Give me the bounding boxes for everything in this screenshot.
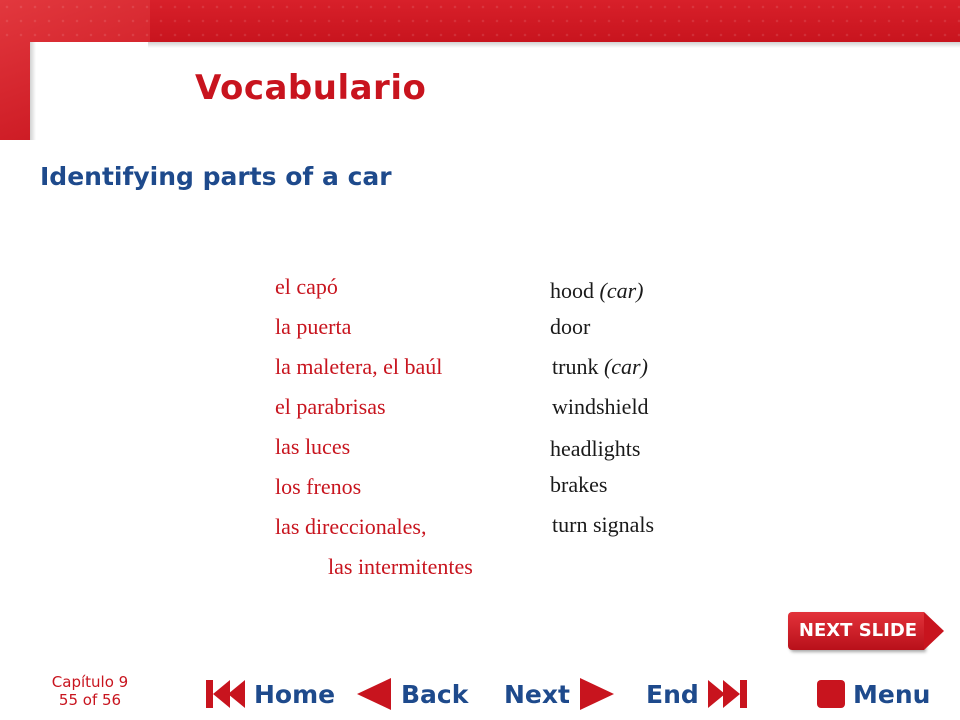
vocab-en-note: (car)	[603, 354, 648, 379]
home-button[interactable]	[204, 672, 341, 716]
vocab-en-windshield	[552, 396, 649, 418]
vocab-en-door	[550, 316, 590, 338]
vocab-en-trunk	[552, 356, 648, 378]
vocab-en-brakes	[550, 474, 607, 496]
header-banner-texture	[0, 0, 960, 42]
section-subtitle: Identifying parts of a car	[40, 162, 392, 191]
next-label: Next	[504, 679, 570, 709]
header-banner-shadow	[148, 42, 960, 48]
vocab-en-word: headlights	[550, 436, 641, 461]
next-slide-button[interactable]	[788, 612, 948, 652]
chapter-label: Capítulo 9	[51, 673, 129, 691]
forward-arrow-icon	[576, 676, 616, 712]
end-button[interactable]	[640, 672, 753, 716]
vocab-en-hood	[550, 280, 643, 302]
vocab-en-word: windshield	[552, 394, 649, 419]
vocab-en-word: door	[550, 314, 591, 339]
vocab-en-turn-signals	[552, 514, 654, 536]
next-slide-label: NEXT SLIDE	[798, 620, 918, 641]
chapter-indicator	[40, 673, 140, 709]
vocab-en-word: trunk	[552, 354, 599, 379]
vocab-en-note: (car)	[599, 278, 644, 303]
vocab-es-puerta: la puerta	[275, 314, 352, 339]
vocab-en-headlights	[550, 438, 640, 460]
page-counter: 55 of 56	[58, 691, 122, 709]
end-label: End	[646, 679, 699, 709]
home-label: Home	[254, 679, 336, 709]
vocab-es-frenos: los frenos	[275, 474, 362, 499]
back-arrow-icon	[355, 676, 395, 712]
vocab-es-intermitentes: las intermitentes	[328, 554, 473, 579]
vocab-es-parabrisas: el parabrisas	[275, 394, 386, 419]
fast-forward-to-end-icon	[705, 676, 753, 712]
vocab-en-word: hood	[550, 278, 594, 303]
vocab-en-word: turn signals	[552, 512, 655, 537]
vocab-es-maletera: la maletera, el baúl	[275, 354, 443, 379]
vocab-es-luces: las luces	[275, 434, 351, 459]
back-label: Back	[401, 679, 469, 709]
menu-square-icon	[815, 677, 847, 711]
menu-button[interactable]	[815, 672, 936, 716]
vocab-es-capo: el capó	[275, 274, 338, 299]
page-title: Vocabulario	[195, 68, 427, 108]
vocab-en-word: brakes	[550, 472, 608, 497]
back-button[interactable]	[355, 672, 474, 716]
vocab-es-direccionales: las direccionales,	[275, 514, 427, 539]
menu-label: Menu	[853, 679, 931, 709]
rewind-to-start-icon	[204, 676, 248, 712]
header-banner-shadow-vertical	[30, 42, 36, 140]
next-button[interactable]	[498, 672, 616, 716]
